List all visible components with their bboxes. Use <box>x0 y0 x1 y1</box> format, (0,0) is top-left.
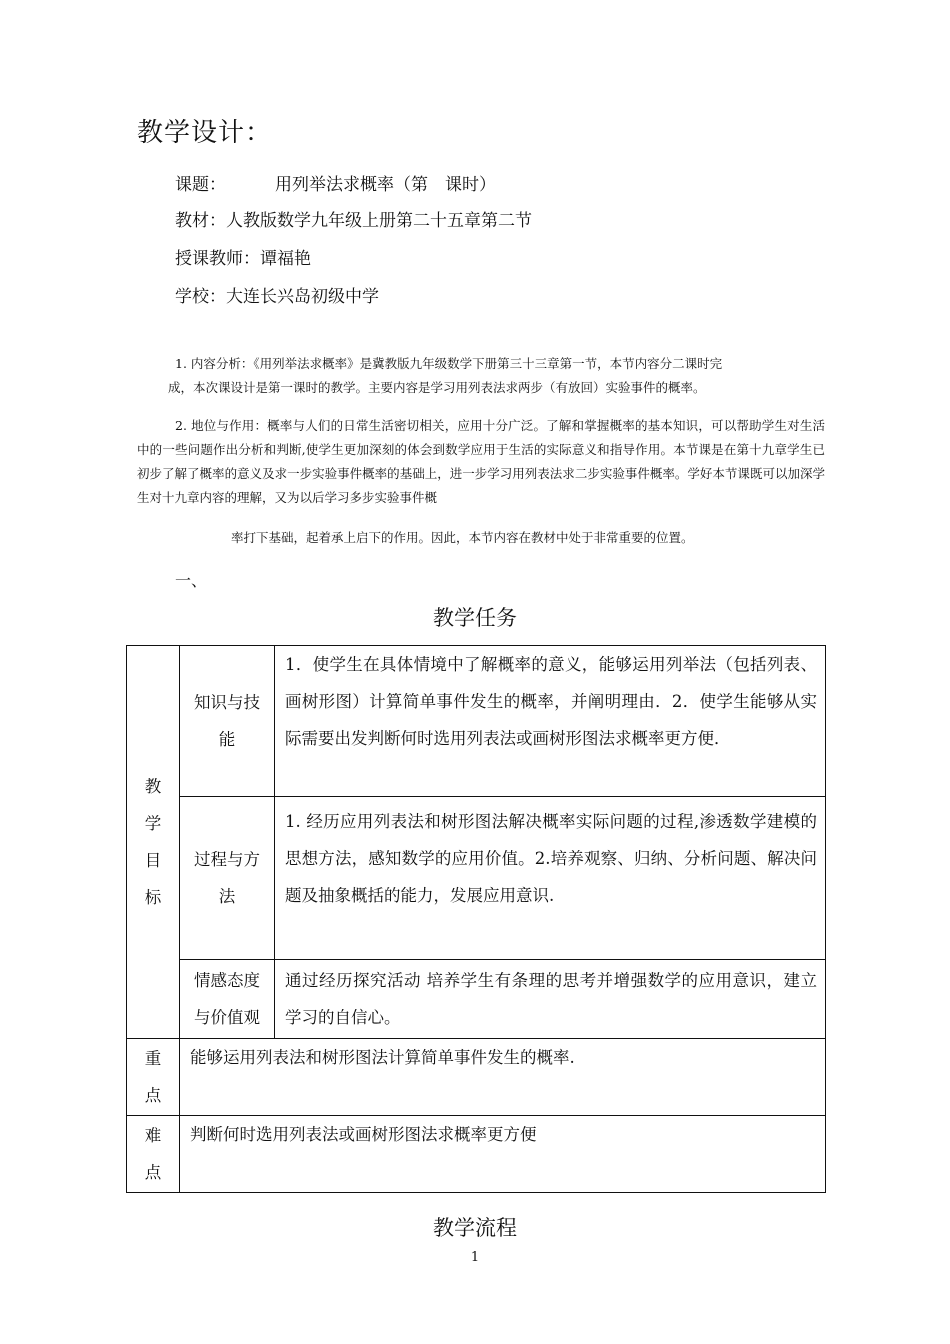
table-row <box>127 797 826 960</box>
status-role-last-line: 率打下基础，起着承上启下的作用。因此，本节内容在教材中处于非常重要的位置。 <box>231 530 694 545</box>
key-point-content: 能够运用列表法和树形图法计算简单事件发生的概率. <box>180 1039 826 1116</box>
difficulty-label-cell <box>127 1116 180 1193</box>
key-point-label-cell <box>127 1039 180 1116</box>
difficulty-content: 判断何时选用列表法或画树形图法求概率更方便 <box>180 1116 826 1193</box>
category-process: 过程与方法 <box>194 850 260 906</box>
category-cell <box>180 646 275 797</box>
flow-title: 教学流程 <box>433 1216 517 1240</box>
content-knowledge: 1．使学生在具体情境中了解概率的意义，能够运用列举法（包括列表、画树形图）计算简单事件发生的概率，并阐明理由．2．使学生能够从实际需要出发判断何时选用列表法或画树形图法求概率更方便． <box>275 646 826 797</box>
table-row <box>127 1116 826 1193</box>
teacher-line: 授课教师：谭福艳 <box>175 249 311 269</box>
content-process: 1. 经历应用列表法和树形图法解决概率实际问题的过程,渗透数学建模的思想方法，感知数学的应用价值。2.培养观察、归纳、分析问题、解决问题及抽象概括的能力，发展应用意识. <box>275 797 826 960</box>
section-title: 教学任务 <box>433 606 517 630</box>
goals-header: 教学目标 <box>144 777 162 907</box>
section-number: 一、 <box>175 571 208 590</box>
table-row <box>127 1039 826 1116</box>
content-analysis-line2: 成，本次课设计是第一课时的教学。主要内容是学习用列表法求两步（有放回）实验事件的概率。 <box>168 380 706 395</box>
category-emotion: 情感态度与价值观 <box>194 971 260 1027</box>
category-cell <box>180 797 275 960</box>
topic-line <box>175 170 496 195</box>
table-row <box>127 960 826 1039</box>
category-knowledge: 知识与技能 <box>194 693 260 749</box>
difficulty-label: 难点 <box>144 1126 162 1182</box>
topic-value: 用列举法求概率（第 课时） <box>275 175 496 195</box>
status-role-paragraph: 2. 地位与作用：概率与人们的日常生活密切相关，应用十分广泛。了解和掌握概率的基本知识，可以帮助学生对生活中的一些问题作出分析和判断,使学生更加深刻的体会到数学应用于生活的实际意义和指导作用。本节课是在第十九章学生已初步了解了概率的意义及求一步实验事件概率的基础上，进一步学习用列表法求二步实验事件概率。学好本节课既可以加深学生对十九章内容的理解，又为以后学习多步实验事件概 <box>137 418 825 505</box>
content-analysis-line1: 1. 内容分析：《用列举法求概率》是冀教版九年级数学下册第三十三章第一节，本节内容分二课时完 <box>175 356 723 371</box>
category-cell <box>180 960 275 1039</box>
key-point-label: 重点 <box>144 1049 162 1105</box>
goals-header-cell <box>127 646 180 1039</box>
content-emotion: 通过经历探究活动 培养学生有条理的思考并增强数学的应用意识，建立学习的自信心。 <box>275 960 826 1039</box>
textbook-line: 教材：人教版数学九年级上册第二十五章第二节 <box>175 211 532 231</box>
page-title: 教学设计： <box>137 118 273 148</box>
topic-label: 课题： <box>175 175 226 195</box>
school-line: 学校：大连长兴岛初级中学 <box>175 287 379 307</box>
table-row <box>127 646 826 797</box>
teaching-tasks-table <box>126 645 826 1193</box>
page-number: 1 <box>470 1250 480 1265</box>
